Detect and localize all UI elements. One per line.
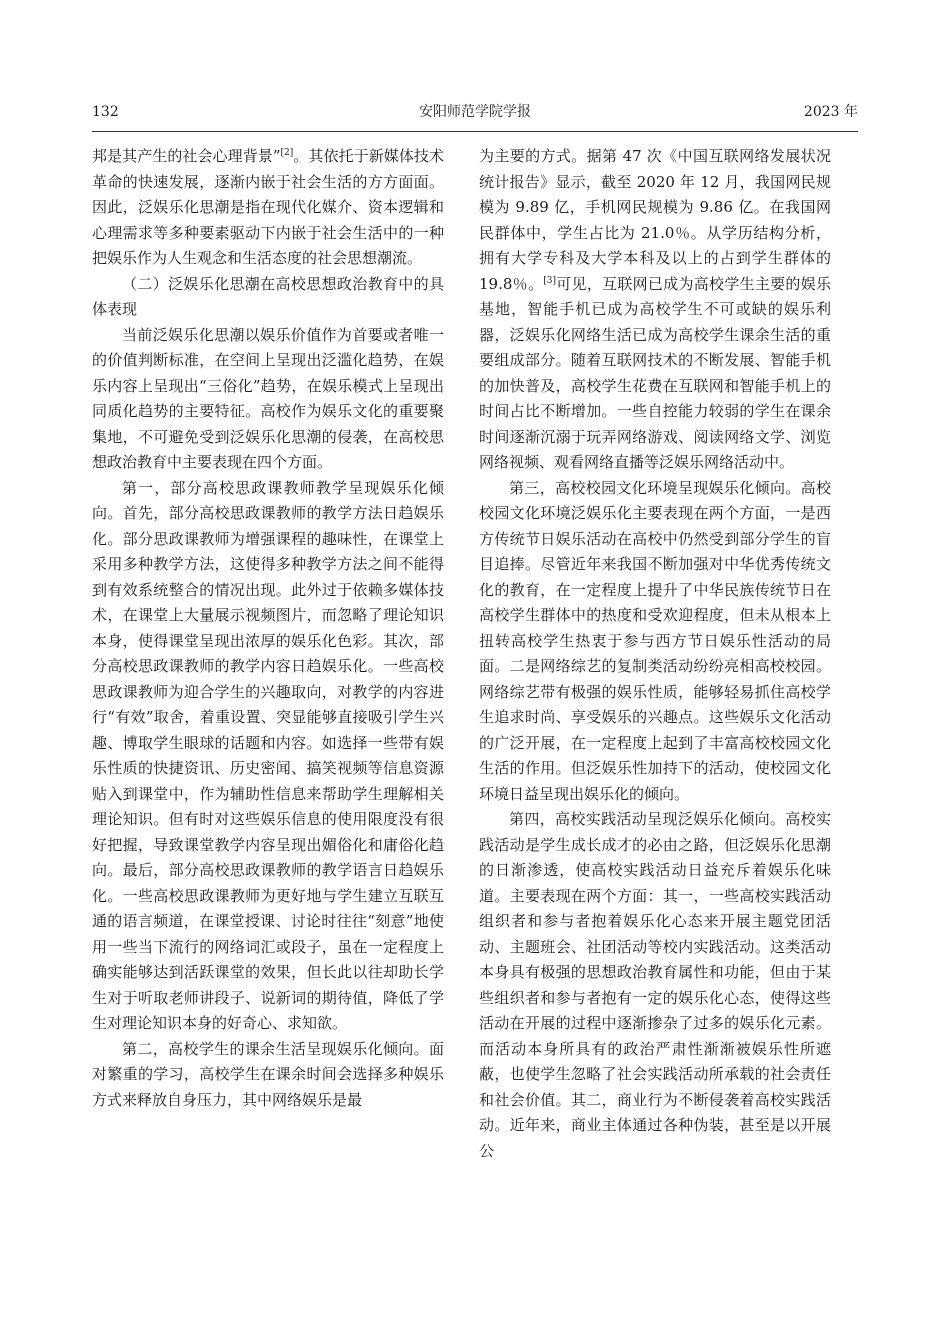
section-heading: （二）泛娱乐化思潮在高校思想政治教育中的具体表现 bbox=[92, 274, 444, 318]
paragraph: 当前泛娱乐化思潮以娱乐价值作为首要或者唯一的价值判断标准，在空间上呈现出泛滥化趋势，在娱乐内容上呈现出“三俗化”趋势，在娱乐模式上呈现出同质化趋势的主要特征。高校作为娱乐文化的重要聚集地，不可避免受到泛娱乐化思潮的侵袭，在高校思想政治教育中主要表现在四个方面。 bbox=[92, 325, 444, 471]
publication-year: 2023 年 bbox=[803, 104, 858, 120]
citation-ref[interactable]: [3] bbox=[543, 275, 556, 286]
paragraph: 第二，高校学生的课余生活呈现娱乐化倾向。面对繁重的学习，高校学生在课余时间会选择多种娱乐方式来释放自身压力，其中网络娱乐是最 bbox=[92, 1039, 444, 1109]
paragraph: 邦是其产生的社会心理背景”[2]。其依托于新媒体技术革命的快速发展，逐渐内嵌于社会生活的方方面面。因此，泛娱乐化思潮是指在现代化媒介、资本逻辑和心理需求等多种要素驱动下内嵌于社会生活中的一种把娱乐作为人生观念和生活态度的社会思想潮流。 bbox=[92, 147, 444, 267]
paragraph: 为主要的方式。据第 47 次《中国互联网络发展状况统计报告》显示，截至 2020 年 12 月，我国网民规模为 9.89 亿，手机网民规模为 9.86 亿。在我国网民群体中，学生占比为 21.0％。从学历结构分析，拥有大学专科及大学本科及以上的占到学生群体的 19.8％。[3]可见，互联网已成为高校学生主要的娱乐基地，智能手机已成为高校学生不可或缺的娱乐利器，泛娱乐化网络生活已成为高校学生课余生活的重要组成部分。随着互联网技术的不断发展、智能手机的加快普及，高校学生花费在互联网和智能手机上的时间占比不断增加。一些自控能力较弱的学生在课余时间逐渐沉溺于玩弄网络游戏、阅读网络文学、浏览网络视频、观看网络直播等泛娱乐网络活动中。 bbox=[479, 147, 831, 471]
running-header bbox=[92, 100, 858, 124]
page-number: 132 bbox=[92, 104, 119, 120]
header-rule bbox=[92, 131, 858, 132]
paragraph: 第三，高校校园文化环境呈现娱乐化倾向。高校校园文化环境泛娱乐化主要表现在两个方面，一是西方传统节日娱乐活动在高校中仍然受到部分学生的盲目追捧。尽管近年来我国不断加强对中华优秀传统文化的教育，在一定程度上提升了中华民族传统节日在高校学生群体中的热度和受欢迎程度，但未从根本上扭转高校学生热衷于参与西方节日娱乐性活动的局面。二是网络综艺的复制类活动纷纷亮相高校校园。网络综艺带有极强的娱乐性质，能够轻易抓住高校学生追求时尚、享受娱乐的兴趣点。这些娱乐文化活动的广泛开展，在一定程度上起到了丰富高校校园文化生活的作用。但泛娱乐性加持下的活动，使校园文化环境日益呈现出娱乐化的倾向。 bbox=[479, 478, 831, 803]
citation-ref[interactable]: [2] bbox=[280, 148, 294, 158]
paragraph: 第一，部分高校思政课教师教学呈现娱乐化倾向。首先，部分高校思政课教师的教学方法日趋娱乐化。部分思政课教师为增强课程的趣味性，在课堂上采用多种教学方法，这使得多种教学方法之间不能得到有效系统整合的情况出现。此外过于依赖多媒体技术，在课堂上大量展示视频图片，而忽略了理论知识本身，使得课堂呈现出浓厚的娱乐化色彩。其次，部分高校思政课教师的教学内容日趋娱乐化。一些高校思政课教师为迎合学生的兴趣取向，对教学的内容进行“有效”取舍，着重设置、突显能够直接吸引学生兴趣、博取学生眼球的话题和内容。如选择一些带有娱乐性质的快捷资讯、历史密闻、搞笑视频等信息资源贴入到课堂中，作为辅助性信息来帮助学生理解相关理论知识。但有时对这些娱乐信息的使用限度没有很好把握，导致课堂教学内容呈现出媚俗化和庸俗化趋向。最后，部分高校思政课教师的教学语言日趋娱乐化。一些高校思政课教师为更好地与学生建立互联互通的语言频道，在课堂授课、讨论时往往“刻意”地使用一些当下流行的网络词汇或段子，虽在一定程度上确实能够达到活跃课堂的效果，但长此以往却助长学生对于听取老师讲段子、说新词的期待值，降低了学生对理论知识本身的好奇心、求知欲。 bbox=[92, 478, 444, 1032]
right-column bbox=[479, 144, 831, 1164]
paragraph: 第四，高校实践活动呈现泛娱乐化倾向。高校实践活动是学生成长成才的必由之路，但泛娱乐化思潮的日渐渗透，使高校实践活动日益充斥着娱乐化味道。主要表现在两个方面：其一，一些高校实践活动组织者和参与者抱着娱乐化心态来开展主题党团活动、主题班会、社团活动等校内实践活动。这类活动本身具有极强的思想政治教育属性和功能，但由于某些组织者和参与者抱有一定的娱乐化心态，使得这些活动在开展的过程中逐渐掺杂了过多的娱乐化元素。而活动本身所具有的政治严肃性渐渐被娱乐性所遮蔽，也使学生忽略了社会实践活动所承载的社会责任和社会价值。其二，商业行为不断侵袭着高校实践活动。近年来，商业主体通过各种伪装，甚至是以开展公 bbox=[479, 810, 831, 1160]
journal-title: 安阳师范学院学报 bbox=[419, 104, 531, 120]
left-column bbox=[92, 144, 444, 1113]
